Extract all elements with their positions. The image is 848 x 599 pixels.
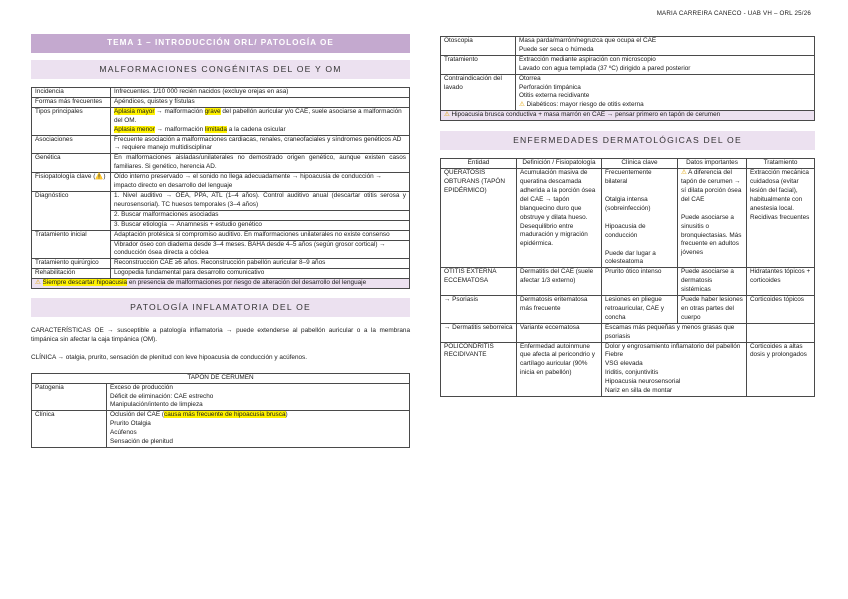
list-item: Otalgia intensa (sobreinfección) xyxy=(605,195,651,212)
table-row xyxy=(441,268,815,296)
table-row xyxy=(441,342,815,396)
row-value xyxy=(516,55,815,74)
caracteristicas-paragraph: CARACTERÍSTICAS OE → susceptible a patología inflamatoria → puede extenderse al pabellón auricular o a la membrana timpánica sin afectar la caja timpánica (OM). xyxy=(31,327,410,343)
column-header: Datos importantes xyxy=(678,159,747,169)
table-row xyxy=(32,411,410,448)
tratamiento-cell xyxy=(747,323,815,342)
row-label: Tipos principales xyxy=(32,107,111,135)
tratamiento-cell: Hidratantes tópicos + corticoides xyxy=(747,268,815,296)
tratamiento-cell: Corticoides tópicos xyxy=(747,296,815,324)
table-row xyxy=(441,55,815,74)
row-label: Contraindicación del lavado xyxy=(441,74,516,111)
highlight: Aplasia mayor xyxy=(114,107,155,115)
list-item: Puede dar lugar a colesteatoma xyxy=(605,249,656,266)
tapon-continuation-table xyxy=(440,36,815,121)
datos-cell xyxy=(678,169,747,268)
definicion-cell: Acumulación masiva de queratina descamada adherida a la porción ósea del CAE → tapón blanquecino duro que obstruye y dilata hueso. Desequilibrio entre maduración y migración epidérmica. xyxy=(517,169,602,268)
text: Hipoacusia brusca conductiva + masa marrón en CAE → pensar primero en tapón de cerumen xyxy=(451,111,721,119)
right-column xyxy=(440,36,815,397)
table-row xyxy=(441,111,815,121)
malformaciones-table xyxy=(31,87,410,289)
page-header: MARIA CARREIRA CANECO - UAB VH – ORL 25/26 xyxy=(656,10,811,17)
row-value: 1. Nivel auditivo → OEA, PPA, ATL (1–4 años). Control auditivo anual (descartar otitis serosa y neurosensorial). TC huesos temporales (3–4 años) xyxy=(111,191,410,210)
definicion-cell: Dermatosis eritematosa más frecuente xyxy=(517,296,602,324)
list-item: Prurito Otalgia xyxy=(110,420,151,428)
left-column xyxy=(31,34,410,448)
entidad-cell: OTITIS EXTERNA ECCEMATOSA xyxy=(441,268,517,296)
list-item: Masa parda/marrón/negruzca que ocupa el CAE xyxy=(519,37,657,44)
table-row xyxy=(32,191,410,210)
text: → malformación xyxy=(154,125,205,133)
row-value xyxy=(516,74,815,111)
text: → malformación xyxy=(154,107,205,115)
row-label: Formas más frecuentes xyxy=(32,97,111,107)
row-label: Otoscopia xyxy=(441,37,516,56)
list-item: Sensación de plenitud xyxy=(110,438,173,446)
warning-icon: ⚠ xyxy=(519,101,525,109)
list-item: Manipulación/intento de limpieza xyxy=(110,401,203,409)
column-header: Tratamiento xyxy=(747,159,815,169)
row-value: Vibrador óseo con diadema desde 3–4 meses. BAHA desde 4–5 años (según grosor cortical) → conducción ósea directa a cóclea xyxy=(111,240,410,259)
highlight: grave xyxy=(204,107,221,115)
list-item: Nariz en silla de montar xyxy=(605,387,673,395)
warning-icon: ⚠ xyxy=(444,111,450,119)
entidad-cell: → Dermatitis seborreica xyxy=(441,323,517,342)
text: ) xyxy=(285,411,288,419)
list-item: Puede asociarse a sinusitis o bronquiectasias. Más frecuente en adultos jóvenes xyxy=(681,213,742,257)
row-label: Genética xyxy=(32,154,111,173)
row-label: Tratamiento inicial xyxy=(32,230,111,259)
clinica-cell: Escamas más pequeñas y menos grasas que psoriasis xyxy=(602,323,747,342)
row-label: Tratamiento quirúrgico xyxy=(32,259,111,269)
table-row xyxy=(32,269,410,279)
table-row xyxy=(32,230,410,240)
tapon-table xyxy=(31,373,410,448)
clinica-cell: Prurito ótico intenso xyxy=(602,268,678,296)
text: a la cadena osicular xyxy=(226,125,286,133)
text: Diabéticos: mayor riesgo de otitis externa xyxy=(526,101,644,109)
dermatologicas-table xyxy=(440,158,815,397)
list-item xyxy=(519,101,811,110)
row-value: Logopedia fundamental para desarrollo comunicativo xyxy=(111,269,410,279)
tema-title: TEMA 1 – INTRODUCCIÓN ORL/ PATOLOGÍA OE xyxy=(31,34,410,53)
table-row xyxy=(32,383,410,411)
table-row xyxy=(32,107,410,135)
row-value: Reconstrucción CAE ≥6 años. Reconstrucción pabellón auricular 8–9 años xyxy=(111,259,410,269)
list-item: Otorrea xyxy=(519,74,541,82)
list-item: Otitis externa recidivante xyxy=(519,92,590,100)
text: del pabellón auricular y/o CAE, suele asociarse a malformación del OM. xyxy=(114,107,402,124)
datos-cell: Puede asociarse a dermatosis sistémicas xyxy=(678,268,747,296)
table-row xyxy=(32,97,410,107)
list-item: Hipoacusia neurosensorial xyxy=(605,378,681,386)
list-item: Extracción mediante aspiración con microscopio xyxy=(519,55,656,63)
column-header: Definición / Fisiopatología xyxy=(517,159,602,169)
list-item: Lavado con agua templada (37 ºC) dirigido a pared posterior xyxy=(519,64,691,72)
row-label: Patogenia xyxy=(32,383,107,411)
clinica-cell: Lesiones en pliegue retroauricular, CAE y concha xyxy=(602,296,678,324)
list-item: VSG elevada xyxy=(605,360,643,368)
table-row xyxy=(32,259,410,269)
table-row xyxy=(32,88,410,98)
highlight: Siempre descartar xyxy=(42,279,97,287)
clinica-paragraph: CLÍNICA → otalgia, prurito, sensación de plenitud con leve hipoacusia de conducción y acúfenos. xyxy=(31,353,308,361)
text: Oclusión del CAE ( xyxy=(110,411,164,419)
row-value: Apéndices, quistes y fístulas xyxy=(111,97,410,107)
list-item: Frecuentemente bilateral xyxy=(605,169,652,185)
table-header-row xyxy=(441,159,815,169)
list-item: Iriditis, conjuntivitis xyxy=(605,369,659,377)
list-item: Puede ser seca o húmeda xyxy=(519,45,594,53)
row-value: Frecuente asociación a malformaciones cardiacas, renales, craneofaciales y síndromes genéticos AD → requiere manejo multidisciplinar xyxy=(111,135,410,154)
inflamatoria-title: PATOLOGÍA INFLAMATORIA DEL OE xyxy=(31,298,410,317)
definicion-cell: Variante eccematosa xyxy=(517,323,602,342)
row-value: Infrecuentes. 1/10 000 recién nacidos (excluye orejas en asa) xyxy=(111,88,410,98)
highlight: hipoacusia xyxy=(96,279,128,287)
table-row xyxy=(32,173,410,192)
list-item: Déficit de eliminación: CAE estrecho xyxy=(110,392,214,400)
row-label: Incidencia xyxy=(32,88,111,98)
list-item: Dolor y engrosamiento inflamatorio del pabellón xyxy=(605,342,741,350)
table-row xyxy=(441,169,815,268)
row-label: Tratamiento xyxy=(441,55,516,74)
table-row xyxy=(441,74,815,111)
highlight: limitada xyxy=(204,125,227,133)
table-row xyxy=(32,154,410,173)
table-row xyxy=(32,279,410,289)
key-note xyxy=(32,279,410,289)
entidad-cell: → Psoriasis xyxy=(441,296,517,324)
row-label: Rehabilitación xyxy=(32,269,111,279)
row-value: 3. Buscar etiología → Anamnesis + estudio genético xyxy=(111,220,410,230)
list-item: Exceso de producción xyxy=(110,383,173,391)
datos-cell: Puede haber lesiones en otras partes del cuerpo xyxy=(678,296,747,324)
list-item: Hipoacusia de conducción xyxy=(605,222,646,239)
clinica-cell xyxy=(602,169,678,268)
entidad-cell: QUERATOSIS OBTURANS (TAPÓN EPIDÉRMICO) xyxy=(441,169,517,268)
row-value: Oído interno preservado → el sonido no llega adecuadamente → hipoacusia de conducción → impacto directo en desarrollo del lenguaje xyxy=(111,173,410,192)
list-item: Fiebre xyxy=(605,351,624,359)
warning-icon: ⚠ xyxy=(681,169,687,177)
highlight: causa más frecuente de hipoacusia brusca xyxy=(164,411,286,419)
table-row xyxy=(441,296,815,324)
row-value: 2. Buscar malformaciones asociadas xyxy=(111,210,410,220)
table-row xyxy=(32,373,410,383)
tratamiento-cell: Corticoides a altas dosis y prolongados xyxy=(747,342,815,396)
definicion-cell: Enfermedad autoinmune que afecta al pericondrio y cartílago auricular (90% inicia en pabellón) xyxy=(517,342,602,396)
row-value xyxy=(111,107,410,135)
dermatologicas-title: ENFERMEDADES DERMATOLÓGICAS DEL OE xyxy=(440,131,815,150)
table-row xyxy=(32,135,410,154)
malformaciones-title: MALFORMACIONES CONGÉNITAS DEL OE Y OM xyxy=(31,60,410,79)
column-header: Clínica clave xyxy=(602,159,678,169)
table-row xyxy=(441,323,815,342)
tapon-title: TAPÓN DE CERUMEN xyxy=(32,373,410,383)
definicion-cell: Dermatitis del CAE (suele afectar 1/3 externo) xyxy=(517,268,602,296)
row-value xyxy=(107,383,410,411)
list-item: Acúfenos xyxy=(110,429,137,437)
row-label: Fisiopatología clave (⚠️) xyxy=(32,173,111,192)
row-label: Diagnóstico xyxy=(32,191,111,230)
tratamiento-cell: Extracción mecánica cuidadosa (evitar lesión del facial), habitualmente con anestesia local. Recidivas frecuentes xyxy=(747,169,815,268)
row-label: Clínica xyxy=(32,411,107,448)
text: A diferencia del tapón de cerumen → sí dilata porción ósea del CAE xyxy=(681,169,742,203)
row-value xyxy=(107,411,410,448)
row-value: En malformaciones aisladas/unilaterales no demostrado origen genético, aunque existen casos familiares. Si genético, herencia AD. xyxy=(111,154,410,173)
column-header: Entidad xyxy=(441,159,517,169)
highlight: Aplasia menor xyxy=(114,125,155,133)
table-row xyxy=(441,37,815,56)
list-item: Perforación timpánica xyxy=(519,83,581,91)
text: en presencia de malformaciones por riesgo de alteración del desarrollo del lenguaje xyxy=(127,279,367,287)
row-value xyxy=(516,37,815,56)
clinica-cell xyxy=(602,342,747,396)
row-value: Adaptación protésica si compromiso auditivo. En malformaciones unilaterales no existe consenso xyxy=(111,230,410,240)
key-note xyxy=(441,111,815,121)
warning-icon: ⚠ xyxy=(35,279,41,287)
row-label: Asociaciones xyxy=(32,135,111,154)
entidad-cell: POLICONDRITIS RECIDIVANTE xyxy=(441,342,517,396)
